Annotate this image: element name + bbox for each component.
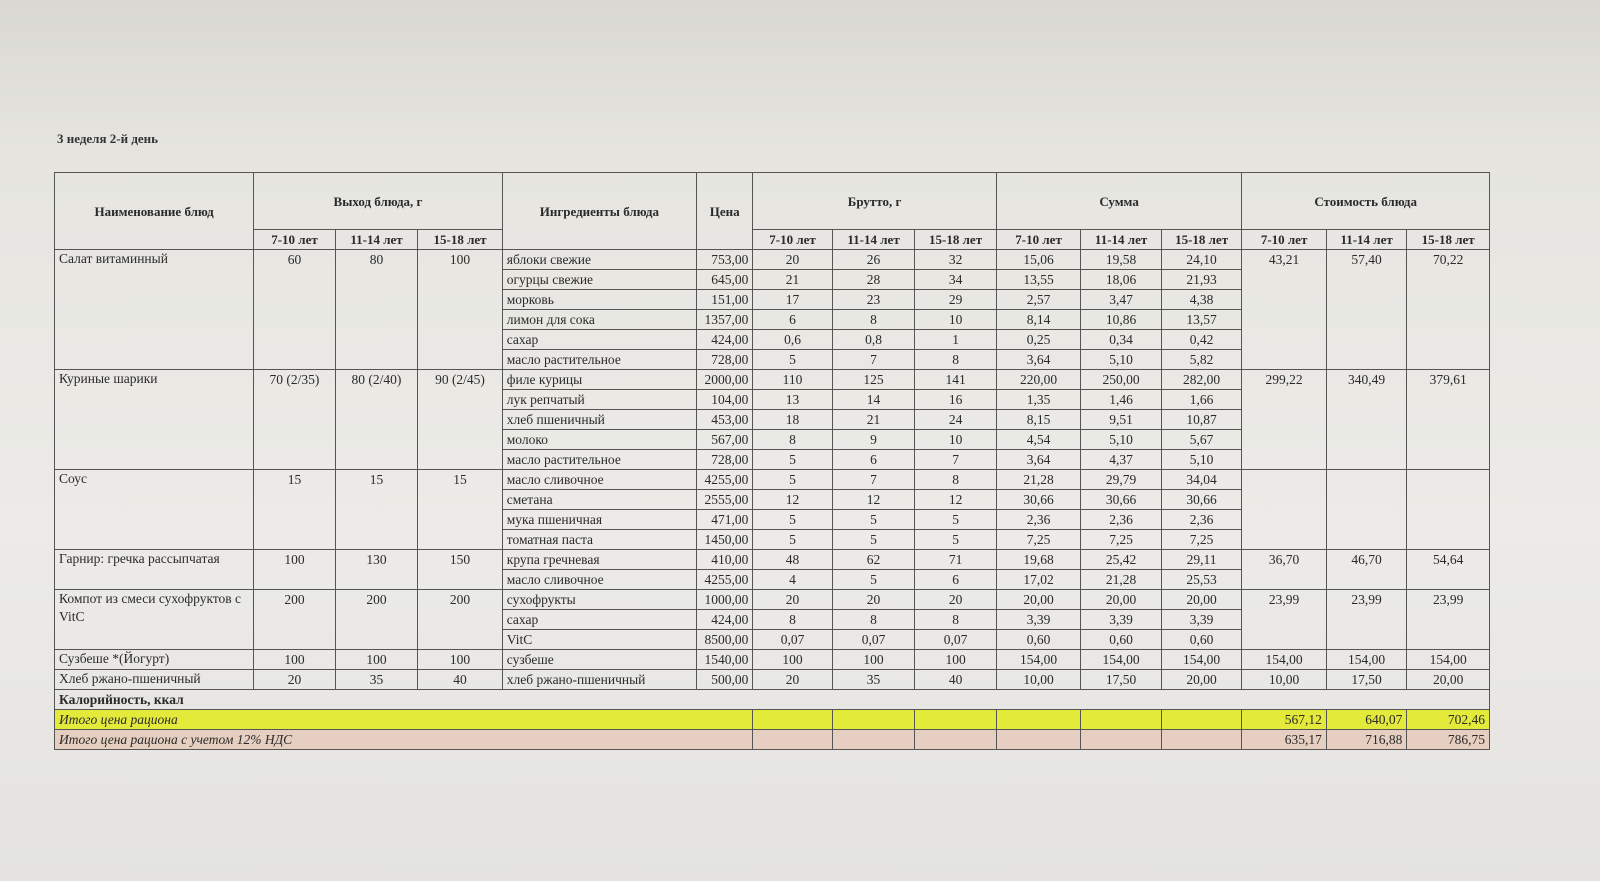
ingredient-brutto: 10 (915, 310, 997, 330)
header-brutto-age3: 15-18 лет (915, 230, 997, 250)
dish-output: 60 (254, 250, 336, 370)
header-dish: Наименование блюд (55, 173, 254, 250)
ingredient-name: филе курицы (502, 370, 696, 390)
total-vat-age2: 716,88 (1326, 730, 1407, 750)
ingredient-sum: 0,25 (996, 330, 1081, 350)
total-age1: 567,12 (1242, 710, 1327, 730)
header-output-age1: 7-10 лет (254, 230, 336, 250)
ingredient-price: 1540,00 (696, 650, 752, 670)
dish-cost: 54,64 (1407, 550, 1490, 590)
ingredient-brutto: 21 (832, 410, 915, 430)
dish-cost: 23,99 (1326, 590, 1407, 650)
ingredient-name: сухофрукты (502, 590, 696, 610)
ingredient-brutto: 7 (832, 350, 915, 370)
dish-output: 100 (254, 550, 336, 590)
ingredient-sum: 24,10 (1161, 250, 1242, 270)
ingredient-name: морковь (502, 290, 696, 310)
ingredient-sum: 20,00 (1161, 670, 1242, 690)
dish-output: 150 (418, 550, 503, 590)
ingredient-brutto: 100 (915, 650, 997, 670)
ingredient-sum: 30,66 (1161, 490, 1242, 510)
ingredient-price: 4255,00 (696, 470, 752, 490)
header-cost-age2: 11-14 лет (1326, 230, 1407, 250)
dish-output: 200 (254, 590, 336, 650)
dish-output: 15 (335, 470, 418, 550)
ingredient-brutto: 48 (753, 550, 832, 570)
dish-cost: 10,00 (1242, 670, 1327, 690)
ingredient-brutto: 12 (832, 490, 915, 510)
ingredient-brutto: 12 (915, 490, 997, 510)
dish-cost: 46,70 (1326, 550, 1407, 590)
ingredient-sum: 282,00 (1161, 370, 1242, 390)
ingredient-name: томатная паста (502, 530, 696, 550)
ingredient-sum: 4,38 (1161, 290, 1242, 310)
ingredient-brutto: 5 (753, 350, 832, 370)
ingredient-sum: 154,00 (996, 650, 1081, 670)
ingredient-price: 1000,00 (696, 590, 752, 610)
ingredient-sum: 20,00 (996, 590, 1081, 610)
ingredient-price: 1450,00 (696, 530, 752, 550)
dish-output: 100 (335, 650, 418, 670)
ingredient-brutto: 71 (915, 550, 997, 570)
header-cost: Стоимость блюда (1242, 173, 1490, 230)
ingredient-price: 567,00 (696, 430, 752, 450)
ingredient-sum: 21,28 (1081, 570, 1162, 590)
ingredient-name: масло сливочное (502, 470, 696, 490)
ingredient-sum: 3,39 (996, 610, 1081, 630)
ingredient-sum: 19,68 (996, 550, 1081, 570)
header-sum-age1: 7-10 лет (996, 230, 1081, 250)
ingredient-price: 453,00 (696, 410, 752, 430)
dish-name: Куриные шарики (55, 370, 254, 470)
ingredient-sum: 17,02 (996, 570, 1081, 590)
ingredient-brutto: 28 (832, 270, 915, 290)
ingredient-sum: 4,37 (1081, 450, 1162, 470)
ingredient-sum: 25,42 (1081, 550, 1162, 570)
table-row (55, 470, 1490, 490)
ingredient-price: 471,00 (696, 510, 752, 530)
ingredient-brutto: 125 (832, 370, 915, 390)
dish-cost: 340,49 (1326, 370, 1407, 470)
dish-output: 200 (418, 590, 503, 650)
total-age2: 640,07 (1326, 710, 1407, 730)
total-age3: 702,46 (1407, 710, 1490, 730)
ingredient-brutto: 4 (753, 570, 832, 590)
ingredient-name: сузбеше (502, 650, 696, 670)
ingredient-sum: 10,86 (1081, 310, 1162, 330)
ingredient-brutto: 40 (915, 670, 997, 690)
ingredient-price: 8500,00 (696, 630, 752, 650)
ingredient-brutto: 0,07 (753, 630, 832, 650)
ingredient-brutto: 26 (832, 250, 915, 270)
ingredient-price: 728,00 (696, 350, 752, 370)
ingredient-brutto: 34 (915, 270, 997, 290)
ingredient-brutto: 5 (753, 470, 832, 490)
dish-cost: 36,70 (1242, 550, 1327, 590)
ingredient-brutto: 20 (753, 590, 832, 610)
ingredient-brutto: 6 (753, 310, 832, 330)
ingredient-sum: 2,36 (996, 510, 1081, 530)
ingredient-brutto: 8 (753, 430, 832, 450)
ingredient-price: 424,00 (696, 610, 752, 630)
header-brutto-age1: 7-10 лет (753, 230, 832, 250)
ingredient-sum: 29,11 (1161, 550, 1242, 570)
ingredient-sum: 3,47 (1081, 290, 1162, 310)
ingredient-brutto: 7 (832, 470, 915, 490)
menu-cost-table (54, 172, 1490, 750)
ingredient-sum: 5,10 (1161, 450, 1242, 470)
total-row (55, 710, 1490, 730)
ingredient-sum: 25,53 (1161, 570, 1242, 590)
dish-output: 40 (418, 670, 503, 690)
ingredient-name: масло сливочное (502, 570, 696, 590)
ingredient-price: 728,00 (696, 450, 752, 470)
ingredient-brutto: 100 (753, 650, 832, 670)
ingredient-name: огурцы свежие (502, 270, 696, 290)
dish-cost: 299,22 (1242, 370, 1327, 470)
ingredient-brutto: 0,07 (915, 630, 997, 650)
dish-name: Сузбеше *(Йогурт) (55, 650, 254, 670)
dish-cost: 70,22 (1407, 250, 1490, 370)
dish-output: 80 (335, 250, 418, 370)
header-output: Выход блюда, г (254, 173, 503, 230)
dish-name: Компот из смеси сухофруктов с VitC (55, 590, 254, 650)
ingredient-name: лимон для сока (502, 310, 696, 330)
table-row (55, 550, 1490, 570)
ingredient-sum: 10,00 (996, 670, 1081, 690)
ingredient-sum: 154,00 (1161, 650, 1242, 670)
ingredient-sum: 3,64 (996, 350, 1081, 370)
dish-output: 90 (2/45) (418, 370, 503, 470)
ingredient-name: яблоки свежие (502, 250, 696, 270)
ingredient-brutto: 0,8 (832, 330, 915, 350)
table-row (55, 250, 1490, 270)
dish-cost: 154,00 (1407, 650, 1490, 670)
ingredient-price: 410,00 (696, 550, 752, 570)
ingredient-sum: 4,54 (996, 430, 1081, 450)
ingredient-brutto: 10 (915, 430, 997, 450)
ingredient-brutto: 5 (832, 510, 915, 530)
ingredient-brutto: 8 (753, 610, 832, 630)
ingredient-price: 4255,00 (696, 570, 752, 590)
ingredient-sum: 3,39 (1161, 610, 1242, 630)
ingredient-sum: 0,42 (1161, 330, 1242, 350)
dish-output: 20 (254, 670, 336, 690)
ingredient-sum: 7,25 (1161, 530, 1242, 550)
ingredient-sum: 17,50 (1081, 670, 1162, 690)
header-sum: Сумма (996, 173, 1242, 230)
ingredient-sum: 9,51 (1081, 410, 1162, 430)
total-label: Итого цена рациона (55, 710, 753, 730)
total-vat-row (55, 730, 1490, 750)
ingredient-brutto: 20 (832, 590, 915, 610)
ingredient-brutto: 110 (753, 370, 832, 390)
header-price: Цена (696, 173, 752, 250)
dish-output: 100 (418, 650, 503, 670)
ingredient-brutto: 23 (832, 290, 915, 310)
dish-cost: 17,50 (1326, 670, 1407, 690)
ingredient-brutto: 14 (832, 390, 915, 410)
ingredient-sum: 19,58 (1081, 250, 1162, 270)
ingredient-price: 104,00 (696, 390, 752, 410)
ingredient-brutto: 8 (832, 610, 915, 630)
ingredient-name: хлеб ржано-пшеничный (502, 670, 696, 690)
table-body (55, 250, 1490, 690)
ingredient-price: 1357,00 (696, 310, 752, 330)
ingredient-name: сахар (502, 330, 696, 350)
total-vat-age1: 635,17 (1242, 730, 1327, 750)
dish-cost: 379,61 (1407, 370, 1490, 470)
ingredient-name: VitC (502, 630, 696, 650)
header-output-age2: 11-14 лет (335, 230, 418, 250)
ingredient-brutto: 9 (832, 430, 915, 450)
ingredient-price: 645,00 (696, 270, 752, 290)
ingredient-price: 500,00 (696, 670, 752, 690)
ingredient-brutto: 20 (753, 670, 832, 690)
ingredient-price: 424,00 (696, 330, 752, 350)
ingredient-brutto: 0,07 (832, 630, 915, 650)
ingredient-sum: 13,55 (996, 270, 1081, 290)
dish-output: 80 (2/40) (335, 370, 418, 470)
ingredient-sum: 1,46 (1081, 390, 1162, 410)
ingredient-sum: 5,10 (1081, 350, 1162, 370)
ingredient-sum: 18,06 (1081, 270, 1162, 290)
ingredient-brutto: 5 (753, 450, 832, 470)
ingredient-brutto: 5 (915, 530, 997, 550)
ingredient-brutto: 18 (753, 410, 832, 430)
dish-cost: 57,40 (1326, 250, 1407, 370)
ingredient-brutto: 5 (753, 510, 832, 530)
total-vat-age3: 786,75 (1407, 730, 1490, 750)
ingredient-brutto: 0,6 (753, 330, 832, 350)
header-cost-age1: 7-10 лет (1242, 230, 1327, 250)
ingredient-brutto: 16 (915, 390, 997, 410)
ingredient-sum: 1,66 (1161, 390, 1242, 410)
ingredient-brutto: 8 (832, 310, 915, 330)
calories-label: Калорийность, ккал (55, 690, 1490, 710)
ingredient-sum: 20,00 (1081, 590, 1162, 610)
ingredient-sum: 15,06 (996, 250, 1081, 270)
ingredient-sum: 13,57 (1161, 310, 1242, 330)
ingredient-brutto: 32 (915, 250, 997, 270)
ingredient-sum: 0,60 (1161, 630, 1242, 650)
dish-name: Салат витаминный (55, 250, 254, 370)
dish-name: Хлеб ржано-пшеничный (55, 670, 254, 690)
ingredient-brutto: 7 (915, 450, 997, 470)
header-ingredients: Ингредиенты блюда (502, 173, 696, 250)
dish-cost (1326, 470, 1407, 550)
dish-output: 100 (254, 650, 336, 670)
ingredient-brutto: 5 (832, 570, 915, 590)
table-row (55, 590, 1490, 610)
dish-output: 70 (2/35) (254, 370, 336, 470)
ingredient-price: 151,00 (696, 290, 752, 310)
ingredient-sum: 20,00 (1161, 590, 1242, 610)
ingredient-price: 753,00 (696, 250, 752, 270)
ingredient-sum: 8,14 (996, 310, 1081, 330)
ingredient-name: масло растительное (502, 350, 696, 370)
header-cost-age3: 15-18 лет (1407, 230, 1490, 250)
table-row (55, 650, 1490, 670)
ingredient-price: 2000,00 (696, 370, 752, 390)
total-vat-label: Итого цена рациона с учетом 12% НДС (55, 730, 753, 750)
dish-name: Гарнир: гречка рассыпчатая (55, 550, 254, 590)
ingredient-brutto: 13 (753, 390, 832, 410)
ingredient-brutto: 8 (915, 610, 997, 630)
ingredient-sum: 29,79 (1081, 470, 1162, 490)
ingredient-brutto: 20 (915, 590, 997, 610)
dish-cost (1242, 470, 1327, 550)
ingredient-name: молоко (502, 430, 696, 450)
ingredient-name: сахар (502, 610, 696, 630)
header-brutto: Брутто, г (753, 173, 997, 230)
ingredient-sum: 30,66 (1081, 490, 1162, 510)
ingredient-name: крупа гречневая (502, 550, 696, 570)
ingredient-brutto: 35 (832, 670, 915, 690)
ingredient-brutto: 21 (753, 270, 832, 290)
dish-output: 15 (418, 470, 503, 550)
dish-cost: 154,00 (1242, 650, 1327, 670)
ingredient-price: 2555,00 (696, 490, 752, 510)
ingredient-brutto: 62 (832, 550, 915, 570)
ingredient-brutto: 8 (915, 470, 997, 490)
ingredient-brutto: 100 (832, 650, 915, 670)
ingredient-brutto: 5 (832, 530, 915, 550)
dish-output: 130 (335, 550, 418, 590)
ingredient-sum: 34,04 (1161, 470, 1242, 490)
ingredient-name: хлеб пшеничный (502, 410, 696, 430)
table-row (55, 370, 1490, 390)
ingredient-sum: 2,36 (1081, 510, 1162, 530)
header-sum-age2: 11-14 лет (1081, 230, 1162, 250)
table-row (55, 670, 1490, 690)
ingredient-brutto: 17 (753, 290, 832, 310)
header-output-age3: 15-18 лет (418, 230, 503, 250)
ingredient-sum: 0,34 (1081, 330, 1162, 350)
ingredient-sum: 10,87 (1161, 410, 1242, 430)
ingredient-sum: 250,00 (1081, 370, 1162, 390)
sheet-title: 3 неделя 2-й день (57, 131, 159, 146)
ingredient-sum: 30,66 (996, 490, 1081, 510)
ingredient-brutto: 20 (753, 250, 832, 270)
dish-cost: 20,00 (1407, 670, 1490, 690)
ingredient-sum: 220,00 (996, 370, 1081, 390)
ingredient-brutto: 12 (753, 490, 832, 510)
header-sum-age3: 15-18 лет (1161, 230, 1242, 250)
ingredient-sum: 7,25 (1081, 530, 1162, 550)
ingredient-brutto: 5 (753, 530, 832, 550)
ingredient-brutto: 8 (915, 350, 997, 370)
dish-cost (1407, 470, 1490, 550)
ingredient-sum: 5,10 (1081, 430, 1162, 450)
ingredient-brutto: 6 (832, 450, 915, 470)
dish-output: 15 (254, 470, 336, 550)
ingredient-sum: 0,60 (1081, 630, 1162, 650)
dish-cost: 23,99 (1242, 590, 1327, 650)
ingredient-name: сметана (502, 490, 696, 510)
dish-cost: 43,21 (1242, 250, 1327, 370)
ingredient-name: мука пшеничная (502, 510, 696, 530)
ingredient-sum: 1,35 (996, 390, 1081, 410)
ingredient-name: масло растительное (502, 450, 696, 470)
ingredient-sum: 3,64 (996, 450, 1081, 470)
ingredient-brutto: 5 (915, 510, 997, 530)
dish-cost: 154,00 (1326, 650, 1407, 670)
ingredient-brutto: 6 (915, 570, 997, 590)
ingredient-sum: 5,67 (1161, 430, 1242, 450)
header-brutto-age2: 11-14 лет (832, 230, 915, 250)
ingredient-sum: 154,00 (1081, 650, 1162, 670)
ingredient-brutto: 1 (915, 330, 997, 350)
dish-cost: 23,99 (1407, 590, 1490, 650)
dish-output: 100 (418, 250, 503, 370)
ingredient-sum: 5,82 (1161, 350, 1242, 370)
ingredient-sum: 8,15 (996, 410, 1081, 430)
ingredient-sum: 2,57 (996, 290, 1081, 310)
ingredient-sum: 0,60 (996, 630, 1081, 650)
ingredient-name: лук репчатый (502, 390, 696, 410)
dish-output: 35 (335, 670, 418, 690)
ingredient-sum: 7,25 (996, 530, 1081, 550)
dish-output: 200 (335, 590, 418, 650)
dish-name: Соус (55, 470, 254, 550)
ingredient-brutto: 141 (915, 370, 997, 390)
ingredient-sum: 2,36 (1161, 510, 1242, 530)
ingredient-sum: 21,93 (1161, 270, 1242, 290)
ingredient-brutto: 29 (915, 290, 997, 310)
ingredient-sum: 3,39 (1081, 610, 1162, 630)
ingredient-sum: 21,28 (996, 470, 1081, 490)
ingredient-brutto: 24 (915, 410, 997, 430)
